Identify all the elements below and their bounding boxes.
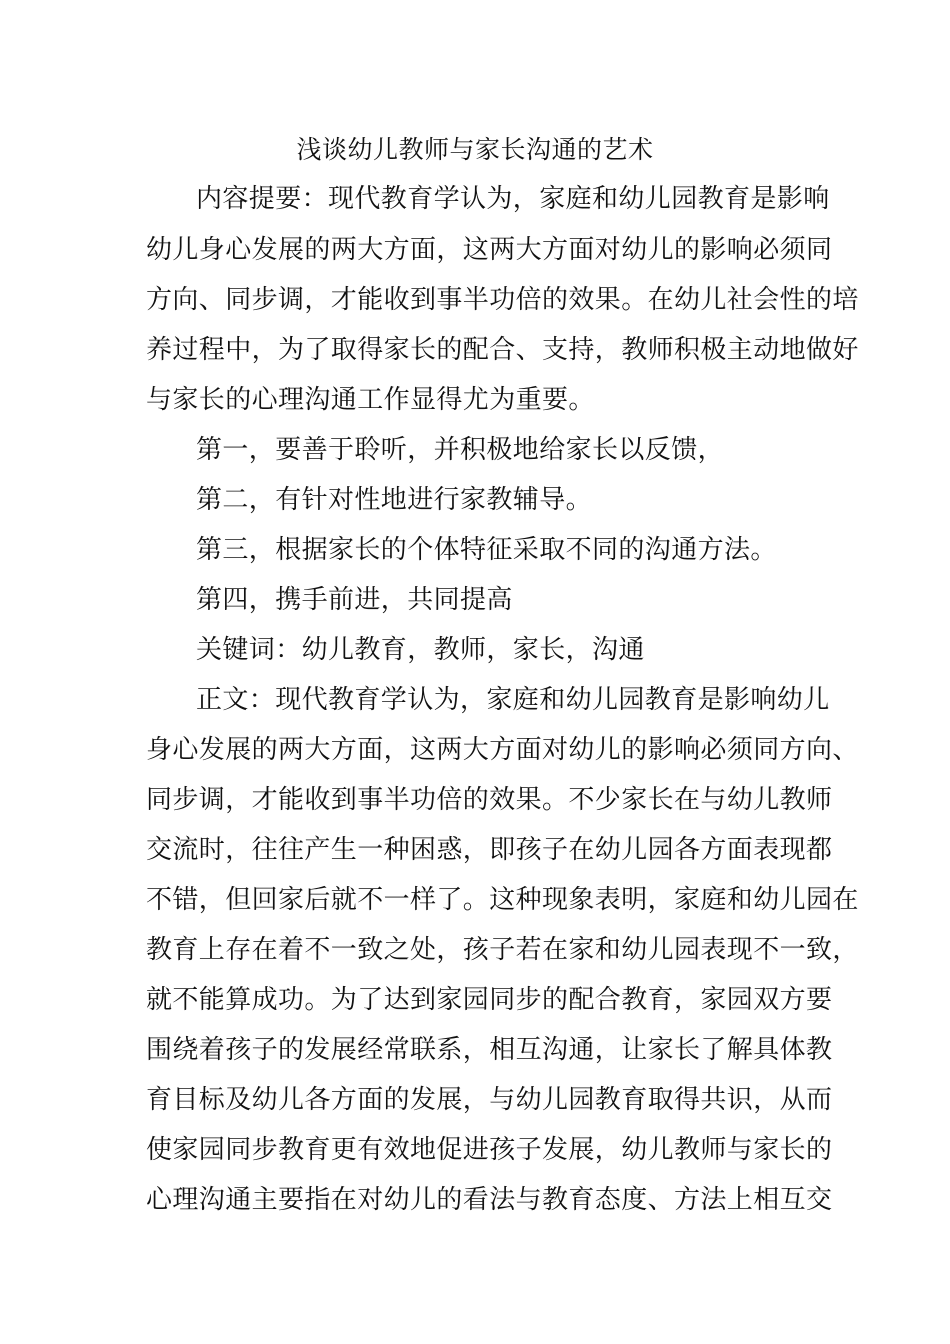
body-line-7: 就不能算成功。为了达到家园同步的配合教育，家园双方要 [146,985,833,1015]
body-line-5: 不错，但回家后就不一样了。这种现象表明，家庭和幼儿园在 [146,885,859,915]
body-line-4: 交流时，往往产生一种困惑，即孩子在幼儿园各方面表现都 [146,835,833,865]
body-line-6: 教育上存在着不一致之处，孩子若在家和幼儿园表现不一致， [146,935,859,965]
abstract-line-1: 内容提要：现代教育学认为，家庭和幼儿园教育是影响 [196,184,830,214]
body-line-10: 使家园同步教育更有效地促进孩子发展，幼儿教师与家长的 [146,1135,833,1165]
abstract-line-4: 养过程中，为了取得家长的配合、支持，教师积极主动地做好 [146,335,859,365]
keywords-line: 关键词：幼儿教育，教师，家长，沟通 [196,635,645,665]
body-line-8: 围绕着孩子的发展经常联系，相互沟通，让家长了解具体教 [146,1035,833,1065]
point-two: 第二，有针对性地进行家教辅导。 [196,485,593,515]
abstract-line-2: 幼儿身心发展的两大方面，这两大方面对幼儿的影响必须同 [146,235,833,265]
body-line-3: 同步调，才能收到事半功倍的效果。不少家长在与幼儿教师 [146,785,833,815]
point-three: 第三，根据家长的个体特征采取不同的沟通方法。 [196,535,777,565]
body-line-9: 育目标及幼儿各方面的发展，与幼儿园教育取得共识，从而 [146,1085,833,1115]
point-one: 第一，要善于聆听，并积极地给家长以反馈， [196,435,725,465]
body-line-11: 心理沟通主要指在对幼儿的看法与教育态度、方法上相互交 [146,1185,833,1215]
abstract-line-5: 与家长的心理沟通工作显得尤为重要。 [146,385,595,415]
abstract-line-3: 方向、同步调，才能收到事半功倍的效果。在幼儿社会性的培 [146,285,859,315]
body-line-2: 身心发展的两大方面，这两大方面对幼儿的影响必须同方向、 [146,735,859,765]
point-four: 第四，携手前进，共同提高 [196,585,513,615]
document-title: 浅谈幼儿教师与家长沟通的艺术 [296,135,654,164]
body-line-1: 正文：现代教育学认为，家庭和幼儿园教育是影响幼儿 [196,685,830,715]
